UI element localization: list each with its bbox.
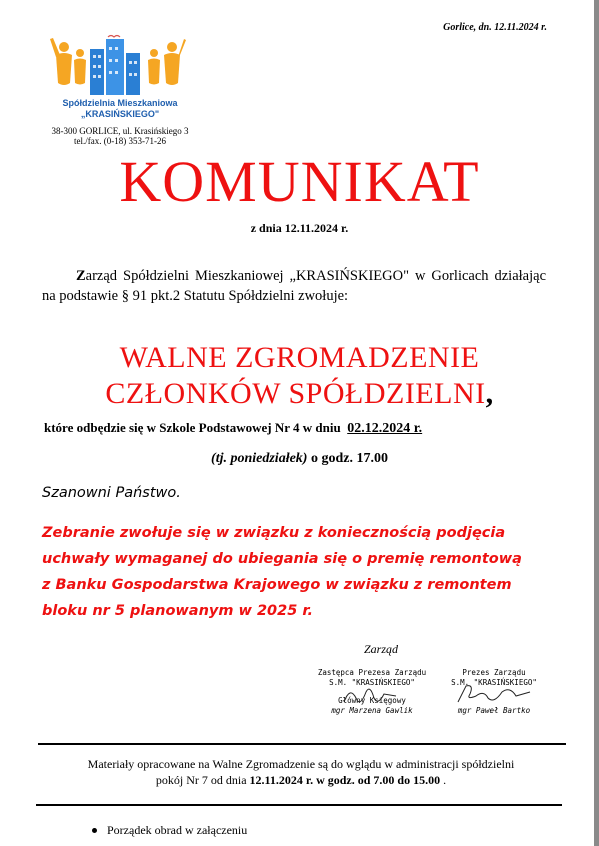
- signature-right: [424, 668, 564, 716]
- attachment-item: [92, 823, 247, 838]
- logo-name-line2: „KRASIŃSKIEGO": [80, 109, 160, 119]
- assembly-place-text: które odbędzie się w Szkole Podstawowej Nr 4 w dniu: [44, 420, 341, 435]
- assembly-heading: [0, 340, 599, 412]
- signature-left-title1: Zastępca Prezesa Zarządu: [317, 668, 427, 677]
- logo-name-line1: Spółdzielnia Mieszkaniowa: [62, 98, 178, 108]
- signature-right-name: mgr Paweł Bartko: [457, 706, 531, 715]
- materials-note-prefix: pokój Nr 7 od dnia: [155, 773, 247, 787]
- divider: [38, 743, 566, 745]
- logo-address-line1: 38-300 GORLICE, ul. Krasińskiego 3: [51, 126, 189, 136]
- board-label: Zarząd: [364, 642, 399, 656]
- logo-name: [40, 98, 200, 120]
- logo-address: [40, 126, 200, 146]
- divider: [36, 804, 562, 806]
- materials-note: [36, 756, 566, 788]
- document-date: Gorlice, dn. 12.11.2024 r.: [443, 22, 547, 33]
- materials-note-line1: Materiały opracowane na Walne Zgromadzenie są do wglądu w administracji spółdzielni: [87, 757, 515, 771]
- assembly-heading-line2: CZŁONKÓW SPÓŁDZIELNI: [105, 377, 486, 410]
- signature-left-name: mgr Marzena Gawlik: [331, 706, 413, 715]
- intro-text: arząd Spółdzielni Mieszkaniowej „KRASIŃSKIEGO" w Gorlicach działając na podstawie § 91 pkt.2 Statutu Spółdzielni zwołuje:: [42, 268, 546, 304]
- materials-note-suffix: .: [443, 773, 447, 787]
- assembly-place-line: [44, 420, 564, 437]
- signature-right-title1: Prezes Zarządu: [462, 668, 526, 677]
- page-edge: [594, 0, 599, 846]
- signature-left-title2: S.M. "KRASIŃSKIEGO": [329, 678, 415, 687]
- reason-line: z Banku Gospodarstwa Krajowego w związku z remontem: [42, 577, 512, 593]
- assembly-heading-line1: WALNE ZGROMADZENIE: [119, 341, 480, 374]
- signature-left-title3: Główny Księgowy: [338, 696, 406, 705]
- reason-line: uchwały wymaganej do ubiegania się o premię remontową: [42, 551, 522, 567]
- intro-paragraph: [42, 266, 546, 306]
- assembly-date: 02.12.2024 r.: [347, 421, 423, 436]
- assembly-weekday: (tj. poniedziałek): [211, 451, 308, 466]
- assembly-time-line: [0, 451, 599, 467]
- logo-address-line2: tel./fax. (0-18) 353-71-26: [74, 136, 166, 146]
- reason-paragraph: [42, 520, 554, 624]
- handwritten-signature-icon: [454, 682, 534, 708]
- attachment-text: Porządek obrad w załączeniu: [107, 823, 248, 837]
- handwritten-signature-icon: [340, 684, 400, 710]
- page-title: KOMUNIKAT: [119, 149, 480, 214]
- bullet-icon: [92, 828, 97, 833]
- signature-right-title2: S.M. "KRASIŃSKIEGO": [451, 678, 537, 687]
- intro-initial: Z: [76, 268, 86, 284]
- assembly-time: o godz. 17.00: [310, 451, 388, 466]
- reason-line: bloku nr 5 planowanym w 2025 r.: [42, 603, 313, 619]
- assembly-heading-comma: ,: [485, 377, 494, 410]
- materials-note-hours: 12.11.2024 r. w godz. od 7.00 do 15.00: [249, 773, 441, 787]
- greeting: Szanowni Państwo.: [42, 485, 181, 501]
- cooperative-logo-icon: [50, 33, 186, 101]
- title-date: z dnia 12.11.2024 r.: [250, 221, 349, 235]
- reason-line: Zebranie zwołuje się w związku z koniecznością podjęcia: [42, 525, 506, 541]
